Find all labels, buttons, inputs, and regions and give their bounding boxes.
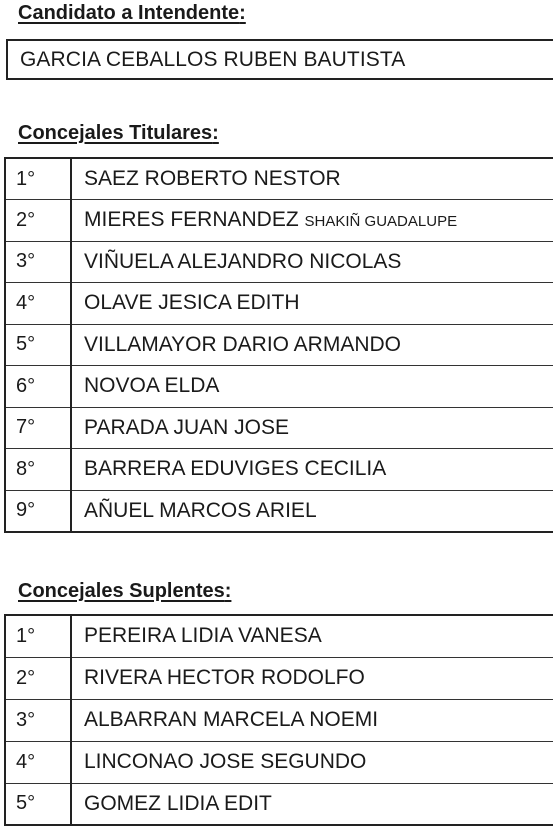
- titulares-row-number: 9°: [5, 490, 71, 532]
- titulares-row-number: 6°: [5, 366, 71, 408]
- titulares-table: [4, 157, 553, 533]
- titulares-row-number: 4°: [5, 283, 71, 325]
- titulares-row-name-cell: [71, 158, 553, 200]
- suplentes-row-name: PEREIRA LIDIA VANESA: [84, 624, 322, 648]
- titulares-row: [5, 324, 553, 366]
- intendente-heading-text: Candidato a Intendente: [18, 2, 240, 24]
- titulares-row-name: VILLAMAYOR DARIO ARMANDO: [84, 332, 402, 356]
- titulares-row-name: MIERES FERNANDEZ: [84, 208, 299, 232]
- titulares-row: [5, 407, 553, 449]
- suplentes-row: [5, 783, 553, 825]
- titulares-row: [5, 283, 553, 325]
- titulares-row: [5, 158, 553, 200]
- intendente-box: [6, 39, 553, 80]
- suplentes-heading-text: Concejales Suplentes: [18, 580, 225, 602]
- suplentes-row-number: 4°: [5, 741, 71, 783]
- intendente-heading-colon: :: [239, 2, 246, 24]
- titulares-row-name: AÑUEL MARCOS ARIEL: [84, 498, 317, 522]
- titulares-row-name-cell: [71, 283, 553, 325]
- intendente-name: GARCIA CEBALLOS RUBEN BAUTISTA: [20, 48, 406, 71]
- titulares-row-name-cell: [71, 241, 553, 283]
- suplentes-heading-colon: :: [224, 580, 232, 602]
- titulares-row-name-cell: [71, 366, 553, 408]
- titulares-row: [5, 449, 553, 491]
- suplentes-row: [5, 699, 553, 741]
- suplentes-row-number: 2°: [5, 657, 71, 699]
- titulares-heading-colon: :: [212, 122, 219, 144]
- titulares-row-name-cell: [71, 449, 553, 491]
- suplentes-row-number: 3°: [5, 699, 71, 741]
- titulares-row-name: SAEZ ROBERTO NESTOR: [84, 167, 341, 190]
- titulares-heading: [18, 122, 219, 145]
- suplentes-row: [5, 657, 553, 699]
- suplentes-row-name-cell: [71, 615, 553, 657]
- intendente-heading: [18, 2, 246, 25]
- titulares-row-number: 1°: [5, 158, 71, 200]
- titulares-row-name: BARRERA EDUVIGES CECILIA: [84, 457, 387, 481]
- titulares-heading-text: Concejales Titulares: [18, 122, 213, 144]
- titulares-row: [5, 200, 553, 242]
- suplentes-row: [5, 615, 553, 657]
- suplentes-row-name-cell: [71, 657, 553, 699]
- titulares-row-name-cell: [71, 490, 553, 532]
- titulares-row-name-cell: [71, 324, 553, 366]
- titulares-row-name-extra: SHAKIÑ GUADALUPE: [304, 213, 458, 231]
- titulares-row-name: PARADA JUAN JOSE: [84, 415, 289, 439]
- titulares-row-number: 5°: [5, 324, 71, 366]
- suplentes-row-name-cell: [71, 741, 553, 783]
- titulares-row-number: 8°: [5, 449, 71, 491]
- titulares-row: [5, 241, 553, 283]
- suplentes-row-name-cell: [71, 783, 553, 825]
- suplentes-row-name-cell: [71, 699, 553, 741]
- suplentes-row-name: LINCONAO JOSE SEGUNDO: [84, 750, 367, 773]
- titulares-row: [5, 366, 553, 408]
- suplentes-row: [5, 741, 553, 783]
- suplentes-heading: [18, 580, 231, 603]
- titulares-row-name: OLAVE JESICA EDITH: [84, 291, 300, 315]
- suplentes-row-number: 1°: [5, 615, 71, 657]
- titulares-row-number: 2°: [5, 200, 71, 242]
- suplentes-row-name: ALBARRAN MARCELA NOEMI: [84, 708, 379, 731]
- suplentes-row-name: RIVERA HECTOR RODOLFO: [84, 666, 365, 689]
- titulares-row: [5, 490, 553, 532]
- suplentes-row-number: 5°: [5, 783, 71, 825]
- titulares-row-name: VIÑUELA ALEJANDRO NICOLAS: [84, 249, 402, 273]
- titulares-row-number: 3°: [5, 241, 71, 283]
- titulares-row-name-cell: [71, 200, 553, 242]
- suplentes-table: [4, 614, 553, 826]
- titulares-row-name-cell: [71, 407, 553, 449]
- suplentes-row-name: GOMEZ LIDIA EDIT: [84, 791, 272, 815]
- titulares-row-number: 7°: [5, 407, 71, 449]
- titulares-row-name: NOVOA ELDA: [84, 374, 220, 398]
